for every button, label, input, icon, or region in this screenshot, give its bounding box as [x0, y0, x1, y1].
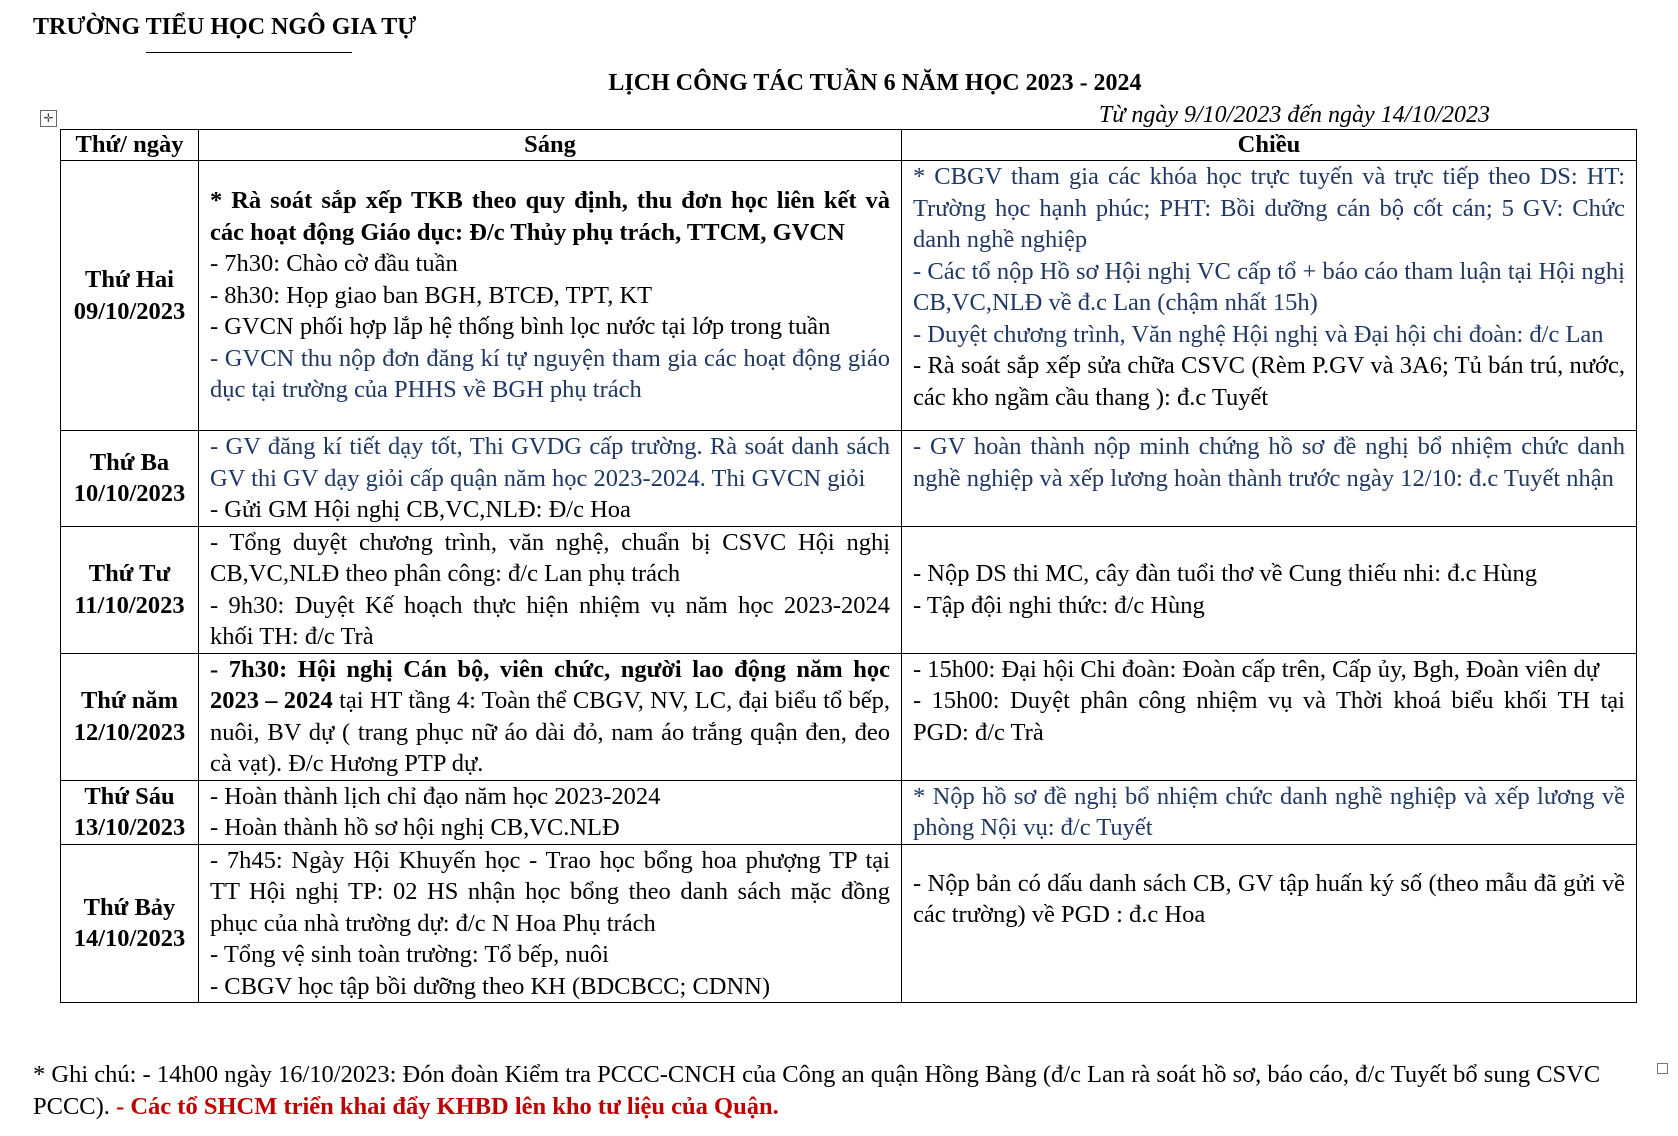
morning-item: - 7h45: Ngày Hội Khuyến học - Trao học bổng hoa phượng TP tại TT Hội nghị TP: 02 HS nhận học bổng theo danh sách mặc đồng phục của nhà trường dự: đ/c N Hoa Phụ trách	[210, 846, 890, 937]
schedule-table	[60, 129, 1637, 1003]
morning-item: - 8h30: Họp giao ban BGH, BTCĐ, TPT, KT	[210, 281, 653, 309]
afternoon-cell	[902, 431, 1637, 527]
morning-item: - Tổng duyệt chương trình, văn nghệ, chuẩn bị CSVC Hội nghị CB,VC,NLĐ theo phân công: đ/c Lan phụ trách	[210, 528, 890, 587]
morning-item: - GV đăng kí tiết dạy tốt, Thi GVDG cấp trường. Rà soát danh sách GV thi GV dạy giỏi cấp quận năm học 2023-2024. Thi GVCN giỏi	[210, 433, 890, 492]
morning-item-detail: tại HT tầng 4: Toàn thể CBGV, NV, LC, đại biểu tổ bếp, nuôi, BV dự ( trang phục nữ áo dài đỏ, nam áo trắng quận đen, đeo cà vạt). Đ/c Hương PTP dự.	[210, 687, 890, 777]
afternoon-cell	[902, 653, 1637, 780]
morning-cell	[199, 526, 902, 653]
day-date: 12/10/2023	[73, 718, 186, 746]
day-name: Thứ Bảy	[83, 893, 176, 921]
day-name: Thứ Hai	[85, 266, 174, 293]
table-row	[61, 780, 1637, 844]
morning-item: - CBGV học tập bồi dưỡng theo KH (BDCBCC; CDNN)	[210, 972, 771, 1000]
note-text: * Ghi chú: - 14h00 ngày 16/10/2023: Đón đoàn Kiểm tra PCCC-CNCH của Công an quận Hồng Bàng (đ/c Lan rà soát hồ sơ, báo cáo, đ/c Tuyết bổ sung CSVC PCCC).	[33, 1061, 1601, 1120]
move-icon[interactable]: ✛	[40, 110, 57, 127]
morning-item: - Tổng vệ sinh toàn trường: Tổ bếp, nuôi	[210, 941, 609, 968]
table-row	[61, 844, 1637, 1003]
morning-item: - GVCN thu nộp đơn đăng kí tự nguyện tham gia các hoạt động giáo dục tại trường của PHHS về BGH phụ trách	[210, 344, 890, 404]
page-title: LỊCH CÔNG TÁC TUẦN 6 NĂM HỌC 2023 - 2024	[608, 70, 1142, 96]
morning-cell	[199, 780, 902, 844]
day-name: Thứ Sáu	[84, 782, 175, 810]
morning-item: - GVCN phối hợp lắp hệ thống bình lọc nước tại lớp trong tuần	[210, 313, 831, 341]
afternoon-item: - Duyệt chương trình, Văn nghệ Hội nghị và Đại hội chi đoàn: đ/c Lan	[913, 320, 1604, 348]
afternoon-item: - Rà soát sắp xếp sửa chữa CSVC (Rèm P.GV và 3A6; Tủ bán trú, nước, các kho ngầm cầu thang ): đ.c Tuyết	[913, 352, 1625, 411]
morning-item: - Hoàn thành hồ sơ hội nghị CB,VC.NLĐ	[210, 814, 620, 841]
day-cell	[61, 431, 199, 527]
afternoon-item: - Nộp bản có dấu danh sách CB, GV tập huấn ký số (theo mẫu đã gửi về các trường) về PGD : đ.c Hoa	[913, 869, 1625, 929]
day-cell	[61, 161, 199, 431]
morning-item: - 7h30: Chào cờ đầu tuần	[210, 250, 458, 278]
afternoon-item: - GV hoàn thành nộp minh chứng hồ sơ đề nghị bổ nhiệm chức danh nghề nghiệp và xếp lương hoàn thành trước ngày 12/10: đ.c Tuyết nhận	[913, 433, 1625, 492]
day-cell	[61, 844, 199, 1003]
header-day: Thứ/ ngày	[61, 130, 199, 161]
afternoon-cell	[902, 526, 1637, 653]
afternoon-item: * CBGV tham gia các khóa học trực tuyến và trực tiếp theo DS: HT: Trường học hạnh phúc; PHT: Bồi dưỡng cán bộ cốt cán; 5 GV: Chức danh nghề nghiệp	[913, 163, 1625, 253]
header-afternoon: Chiều	[902, 130, 1637, 161]
morning-item: - Hoàn thành lịch chỉ đạo năm học 2023-2024	[210, 782, 661, 810]
afternoon-item: - Tập đội nghi thức: đ/c Hùng	[913, 591, 1205, 619]
morning-cell	[199, 844, 902, 1003]
footer-note	[33, 1059, 1633, 1123]
morning-item: * Rà soát sắp xếp TKB theo quy định, thu đơn học liên kết và các hoạt động Giáo dục: Đ/c Thủy phụ trách, TTCM, GVCN	[210, 187, 890, 246]
table-row	[61, 161, 1637, 431]
afternoon-item: - 15h00: Đại hội Chi đoàn: Đoàn cấp trên, Cấp ủy, Bgh, Đoàn viên dự	[913, 655, 1599, 683]
afternoon-cell	[902, 844, 1637, 1003]
header-morning: Sáng	[199, 130, 902, 161]
day-date: 11/10/2023	[74, 591, 185, 619]
table-header-row	[61, 130, 1637, 161]
table-row	[61, 431, 1637, 527]
school-name-underline	[146, 52, 352, 53]
table-resize-handle[interactable]	[1657, 1063, 1668, 1074]
morning-cell	[199, 161, 902, 431]
morning-item: - 9h30: Duyệt Kế hoạch thực hiện nhiệm vụ năm học 2023-2024 khối TH: đ/c Trà	[210, 591, 890, 650]
afternoon-item: - Các tổ nộp Hồ sơ Hội nghị VC cấp tổ + báo cáo tham luận tại Hội nghị CB,VC,NLĐ về đ.c Lan (chậm nhất 15h)	[913, 257, 1625, 316]
day-name: Thứ năm	[80, 687, 179, 714]
afternoon-item: - 15h00: Duyệt phân công nhiệm vụ và Thời khoá biểu khối TH tại PGD: đ/c Trà	[913, 687, 1625, 746]
school-name: TRƯỜNG TIỂU HỌC NGÔ GIA TỰ	[33, 14, 417, 40]
day-date: 10/10/2023	[73, 480, 186, 508]
date-range: Từ ngày 9/10/2023 đến ngày 14/10/2023	[1098, 102, 1490, 128]
day-date: 14/10/2023	[73, 925, 186, 953]
morning-item: - Gửi GM Hội nghị CB,VC,NLĐ: Đ/c Hoa	[210, 496, 631, 523]
afternoon-item: * Nộp hồ sơ đề nghị bổ nhiệm chức danh nghề nghiệp và xếp lương về phòng Nội vụ: đ/c Tuyết	[913, 782, 1625, 841]
table-row	[61, 653, 1637, 780]
day-name: Thứ Tư	[88, 560, 171, 587]
note-highlight: - Các tổ SHCM triển khai đẩy KHBD lên kho tư liệu của Quận.	[116, 1093, 779, 1120]
day-name: Thứ Ba	[89, 448, 170, 476]
day-date: 13/10/2023	[73, 814, 186, 841]
day-cell	[61, 780, 199, 844]
afternoon-cell	[902, 780, 1637, 844]
morning-item-bold: - 7h30: Hội nghị Cán bộ, viên chức, người lao động năm học 2023 – 2024	[210, 655, 890, 714]
afternoon-item: - Nộp DS thi MC, cây đàn tuổi thơ về Cung thiếu nhi: đ.c Hùng	[913, 560, 1538, 587]
morning-cell	[199, 653, 902, 780]
morning-cell	[199, 431, 902, 527]
day-date: 09/10/2023	[73, 297, 186, 325]
day-cell	[61, 653, 199, 780]
afternoon-cell	[902, 161, 1637, 431]
table-row	[61, 526, 1637, 653]
day-cell	[61, 526, 199, 653]
